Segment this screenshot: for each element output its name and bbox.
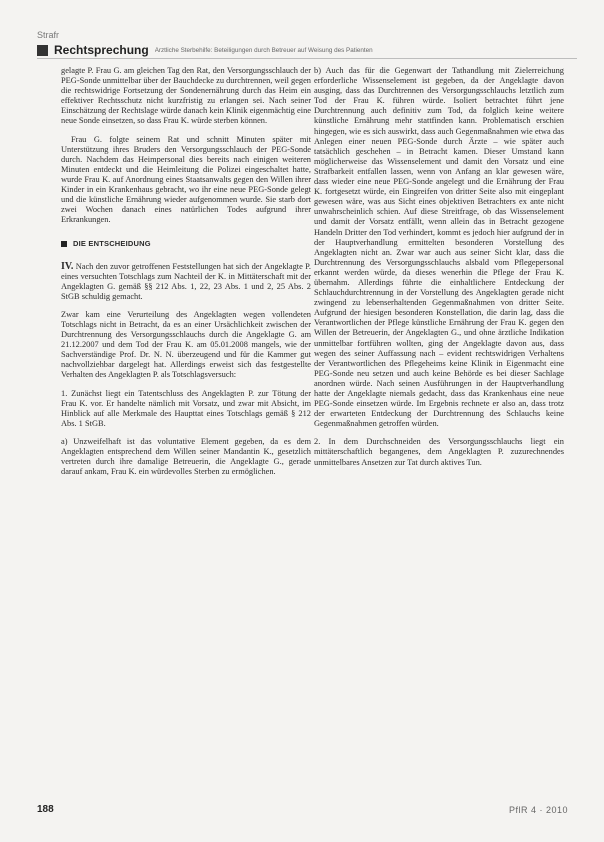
section-heading-text: DIE ENTSCHEIDUNG — [73, 239, 151, 249]
left-paragraph-6: a) Unzweifelhaft ist das voluntative Element gegeben, da es dem Angeklagten entsprechend dem Willen seiner Mandantin K., gesetzlich vertreten durch ihre damalige Betreuerin, die Angeklagte G., gerade darauf ankam, Frau K. ein würdevolles Sterben zu ermöglichen. — [61, 436, 311, 477]
journal-issue: PflR 4 · 2010 — [508, 805, 568, 815]
header-square-marker — [37, 45, 48, 56]
left-paragraph-2: Frau G. folgte seinem Rat und schnitt Minuten später mit Unterstützung ihres Bruders den Versorgungsschlauch der PEG-Sonde durch. Nachdem das Heimpersonal dies bereits nach einigen weiteren Minuten entdeckt und die Heimleitung die Polizei eingeschaltet hatte, wurde Frau K. auf Anordnung eines Staatsanwalts gegen den Willen ihrer Kinder in ein Krankenhaus gebracht, wo ihr eine neue PEG-Sonde gelegt und die künstliche Ernährung wieder aufgenommen wurde. Sie starb dort zwei Wochen danach eines natürlichen Todes aufgrund ihrer Erkrankungen. — [61, 134, 311, 225]
section-tag: Strafr — [37, 30, 60, 40]
header-title: Rechtsprechung — [54, 43, 149, 57]
left-paragraph-4: Zwar kam eine Verurteilung des Angeklagten wegen vollendeten Totschlags nicht in Betracht, da es an einer Ursächlichkeit zwischen der Durchtrennung des Versorgungsschlauchs durch die Angeklagte G. am 21.12.2007 und dem Tod der Frau K. am 05.01.2008 mangels, wie der Sachverständige Prof. Dr. N. N. überzeugend und für die Kammer gut nachvollziehbar dargelegt hat. Allerdings erweist sich das festgestellte Verhalten des Angeklagten P. als Totschlagsversuch: — [61, 309, 311, 380]
heading-square-marker — [61, 241, 67, 247]
right-column — [314, 66, 564, 476]
running-header — [37, 42, 577, 59]
section-heading — [61, 239, 311, 249]
left-column — [61, 66, 311, 485]
left-paragraph-5: 1. Zunächst liegt ein Tatentschluss des Angeklagten P. zur Tötung der Frau K. vor. Er handelte nämlich mit Vorsatz, und zwar mit Absicht, im Hinblick auf alle Merkmale des Haupttat eines Totschlags gemäß § 212 Abs. 1 StGB. — [61, 388, 311, 428]
left-paragraph-3-text: Nach den zuvor getroffenen Feststellungen hat sich der Angeklagte P. eines versuchten Totschlags zum Nachteil der K. in Mittäterschaft mit der Angeklagten G. gemäß §§ 212 Abs. 1, 22, 23 Abs. 1 und 2, 25 Abs. 2 StGB schuldig gemacht. — [61, 261, 311, 301]
right-paragraph-2: 2. In dem Durchschneiden des Versorgungsschlauchs liegt ein mittäterschaftlich begangenes, dem Angeklagten P. zuzurechnendes unmittelbares Ansetzen zur Tat durch aktives Tun. — [314, 437, 564, 467]
header-subtitle: Ärztliche Sterbehilfe: Beteiligungen durch Betreuer auf Weisung des Patienten — [154, 46, 373, 54]
right-paragraph-1: b) Auch das für die Gegenwart der Tathandlung mit Zielerreichung erforderliche Wissenselement ist gegeben, da der Angeklagte davon ausging, dass das Durchtrennen des Versorgungsschlauchs letztlich zum Tod der Frau K. führen würde. Isoliert betrachtet führt jene Durchtrennung auch definitiv zum Tod, da folglich keine weitere künstliche Ernährung mehr stattfinden kann. Problematisch erschien hingegen, wie es sich auswirkt, dass auch Gegenmaßnahmen wie etwa das Anlegen einer neuen PEG-Sonde durch Ärzte – wie später auch tatsächlich geschehen – in Betracht kamen. Dieser Umstand kann möglicherweise das Wissenselement und damit den Vorsatz und eine Strafbarkeit entfallen lassen, wenn von Anfang an klar gewesen wäre, dass wieder eine neue PEG-Sonde angelegt und die Ernährung der Frau K. fortgesetzt würde, ein Eingreifen von dritter Seite also mit eingeplant gewesen wäre, was aus Sicht eines objektiven Betrachters ex ante nicht unwahrscheinlich schien. Auf diese Streitfrage, ob das Wissenselement und damit der Vorsatz entfällt, wenn allein das in Betracht gezogene Handeln Dritter den Tod verhindert, kommt es jedoch hier aufgrund der in der Hauptverhandlung ermittelten besonderen Vorstellung des Angeklagten nicht an. Zwar war auch aus seiner Sicht klar, dass die Durchtrennung des Versorgungsschlauchs alsbald vom Pflegepersonal erkannt werden würde, da dieses wenerhin die Pflege der Frau K. übernahm. Allerdings führte die einhaltlichere Entdeckung der Schlauchdurchtrennung in der Vorstellung des Angeklagten gerade nicht zwingend zu lebenserhaltenden Gegenmaßnahmen von dritter Seite. Aufgrund der hiesigen besonderen Konstellation, die darin lag, dass die Verantwortlichen der Pflege künstliche Ernährung der Frau K. gegen den Willen der Betreuerin, der Angeklagten G., und ohne ärztliche Indikation unmittelbar fortführen wollten, ging der Angeklagte davon aus, dass wegen des seiner Auffassung nach – evident rechtswidrigen Verhaltens der Verantwortlichen des Pflegeheims keine Klinik in Eigenmacht eine PEG-Sonde neu setzen und auch keine Behörde es bei dieser Sachlage anordnen würde. Nach seinen Ausführungen in der Hauptverhandlung hatte der Angeklagte niemals gedacht, dass das Krankenhaus eine neue PEG-Sonde einsetzen würde. Im Ergebnis rechnete er also an, dass trotz der erwarteten Entdeckung der Durchtrennung des Schlauchs keine Gegenmaßnahmen getroffen würden. — [314, 66, 564, 429]
page-number: 188 — [37, 804, 54, 815]
left-paragraph-1: gelagte P. Frau G. am gleichen Tag den Rat, den Versorgungsschlauch der PEG-Sonde unmittelbar über der Bauchdecke zu durchtrennen, weil gegen die rechtswidrige Fortsetzung der Sondenernährung durch das Heim ein effektiver Rechtsschutz nicht kurzfristig zu erlangen sei. Nach seiner Einschätzung der Rechtslage würde danach kein Klinik eigenmächtig eine neue Sonde einsetzen, so dass Frau K. würde sterben können. — [61, 66, 311, 126]
left-paragraph-3 — [61, 262, 311, 302]
roman-numeral: IV. — [61, 260, 74, 272]
